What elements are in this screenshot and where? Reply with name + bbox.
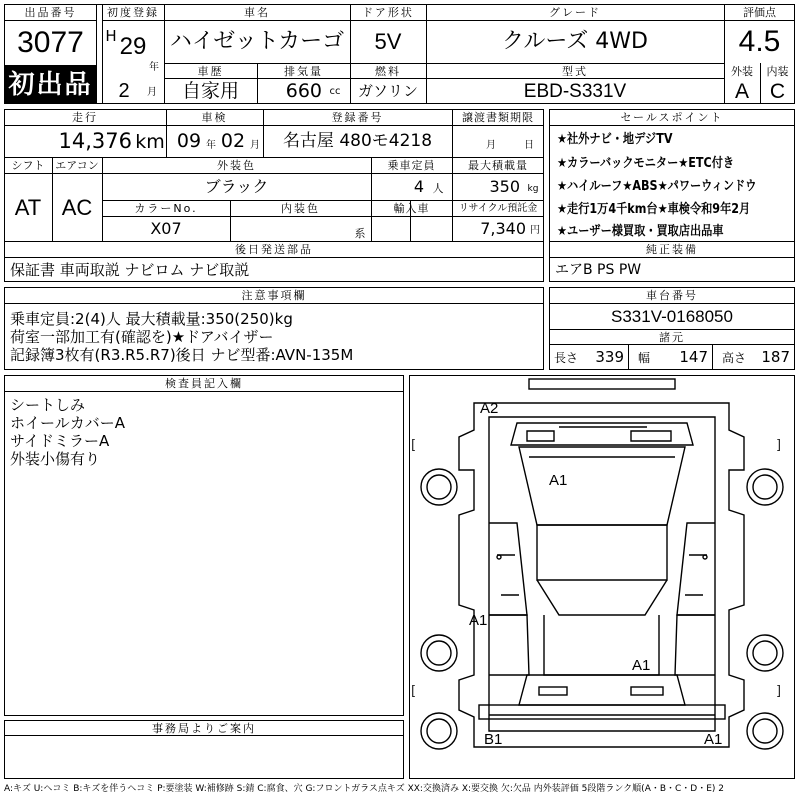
inspection-label: 車検 — [201, 111, 228, 124]
displacement-label: 排気量 — [284, 64, 323, 78]
width-label: 幅 — [637, 351, 650, 365]
model-code: EBD-S331V — [523, 80, 627, 102]
chassis-label: 車台番号 — [646, 289, 698, 302]
recycle-label: リサイクル預託金 — [458, 202, 538, 214]
door-type: 5V — [374, 29, 402, 54]
bracket-right-upper: ] — [776, 438, 782, 453]
year-unit: 年 — [149, 62, 159, 73]
damage-mark-b1: B1 — [484, 731, 503, 748]
interior-color-label: 内装色 — [281, 202, 320, 215]
bracket-left-upper: [ — [411, 438, 417, 453]
grade: クルーズ 4WD — [502, 29, 648, 54]
sales-point-5: ★ユーザー様買取・買取店出品車 — [557, 224, 724, 239]
recycle-fee: 7,340 — [480, 219, 526, 238]
inspector-line-3: サイドミラーA — [10, 432, 110, 450]
sales-point-1: ★社外ナビ・地デジTV — [557, 132, 673, 147]
mileage: 14,376 — [58, 129, 132, 153]
legend: A:キズ U:ヘコミ B:キズを伴うヘコミ P:要塗装 W:補修跡 S:錆 C:腐食、穴 G:フロントガラス点キズ XX:交換済み X:要交換 欠:欠品 内外装評価 5段階ランク順(A・B・C・D・E) 2 — [4, 783, 725, 794]
note-line-1: 乗車定員:2(4)人 最大積載量:350(250)kg — [10, 310, 293, 328]
length: 339 — [595, 347, 624, 366]
damage-mark-left-door: A1 — [469, 612, 488, 629]
interior-grade: C — [769, 79, 786, 103]
history-label: 車歴 — [197, 64, 224, 78]
inspector-label: 検査員記入欄 — [165, 377, 243, 390]
note-line-3: 記録簿3枚有(R3.R5.R7)後日 ナビ型番:AVN-135M — [10, 346, 354, 364]
sales-points-label: セールスポイント — [620, 111, 724, 124]
door-label: ドア形状 — [362, 6, 414, 19]
mileage-unit: km — [135, 130, 165, 153]
height: 187 — [761, 347, 790, 366]
inspection-month: 02 — [220, 129, 246, 152]
model-name: ハイゼットカーゴ — [169, 29, 345, 54]
sales-point-4: ★走行1万4千km台★車検令和9年2月 — [557, 202, 751, 217]
fuel-label: 燃料 — [375, 64, 401, 78]
standard-equipment-label: 純正装備 — [646, 243, 698, 256]
lot-number-label: 出品番号 — [24, 6, 77, 19]
inspection-year-unit: 年 — [206, 140, 216, 151]
registration-plate: 名古屋 480モ4218 — [282, 131, 433, 151]
score: 4.5 — [738, 25, 781, 58]
history: 自家用 — [181, 79, 239, 102]
sales-point-3: ★ハイルーフ★ABS★パワーウィンドウ — [557, 179, 757, 194]
type-label: 型式 — [562, 64, 588, 78]
exterior-label: 外装 — [731, 64, 753, 78]
recycle-unit: 円 — [530, 225, 540, 236]
score-label: 評価点 — [743, 6, 776, 19]
transfer-month-unit: 月 — [486, 140, 496, 151]
fuel: ガソリン — [357, 81, 418, 100]
transfer-day-unit: 日 — [524, 140, 534, 151]
office-label: 事務局よりご案内 — [152, 721, 256, 735]
damage-mark-rear: A1 — [632, 657, 651, 674]
payload-unit: kg — [527, 183, 539, 194]
ac-label: エアコン — [55, 159, 99, 172]
damage-mark-a1-bottom: A1 — [704, 731, 723, 748]
plate-label: 登録番号 — [331, 111, 384, 124]
chassis-number: S331V-0168050 — [611, 307, 733, 326]
first-reg-year: 29 — [119, 33, 147, 60]
exterior-color-label: 外装色 — [217, 159, 256, 172]
capacity-unit: 人 — [432, 181, 444, 195]
bracket-left-lower: [ — [411, 684, 417, 699]
import-label: 輸入車 — [393, 202, 430, 215]
damage-mark-roof: A1 — [549, 472, 568, 489]
capacity-label: 乗車定員 — [387, 159, 436, 172]
shift: AT — [14, 194, 42, 220]
exterior-grade: A — [734, 79, 749, 103]
later-parts-label: 後日発送部品 — [235, 243, 313, 256]
air-conditioner: AC — [61, 194, 93, 220]
width: 147 — [679, 347, 708, 366]
exterior-color: ブラック — [204, 177, 269, 196]
grade-label: グレード — [549, 6, 601, 19]
first-reg-month: 2 — [118, 80, 130, 102]
model-label: 車名 — [244, 6, 270, 19]
payload-label: 最大積載量 — [468, 159, 528, 172]
length-label: 長さ — [553, 351, 578, 365]
inspector-line-4: 外装小傷有り — [10, 450, 101, 468]
first-reg-label: 初度登録 — [107, 6, 159, 19]
displacement: 660 — [285, 79, 322, 102]
transfer-doc-label: 譲渡書類期限 — [462, 111, 534, 124]
shift-label: シフト — [11, 159, 45, 172]
inspector-line-2: ホイールカバーA — [10, 414, 125, 432]
mileage-label: 走行 — [72, 111, 98, 124]
damage-mark-a2: A2 — [480, 400, 499, 417]
inspector-line-1: シートしみ — [10, 396, 86, 414]
inspection-year: 09 — [176, 129, 202, 152]
lot-number: 3077 — [17, 26, 84, 59]
car-outline — [409, 375, 795, 779]
sales-point-2: ★カラーバックモニター★ETC付き — [557, 156, 735, 171]
capacity: 4 — [413, 177, 424, 196]
notes-label: 注意事項欄 — [241, 289, 307, 302]
interior-label: 内装 — [766, 64, 789, 78]
interior-color-suffix: 系 — [354, 226, 366, 240]
height-label: 高さ — [721, 351, 746, 365]
displacement-unit: cc — [329, 86, 341, 97]
color-no-label: カラーNo. — [134, 202, 198, 215]
inspection-month-unit: 月 — [250, 140, 260, 151]
standard-equipment: エアB PS PW — [555, 262, 642, 278]
bracket-right-lower: ] — [776, 684, 782, 699]
first-listing-badge: 初出品 — [4, 65, 97, 104]
specs-label: 諸元 — [659, 330, 685, 344]
color-no: X07 — [150, 219, 182, 238]
payload: 350 — [489, 177, 520, 196]
note-line-2: 荷室一部加工有(確認を)★ドアバイザー — [10, 328, 274, 346]
era: H — [105, 26, 117, 45]
later-parts: 保証書 車両取説 ナビロム ナビ取説 — [10, 260, 250, 279]
month-unit: 月 — [147, 87, 157, 98]
